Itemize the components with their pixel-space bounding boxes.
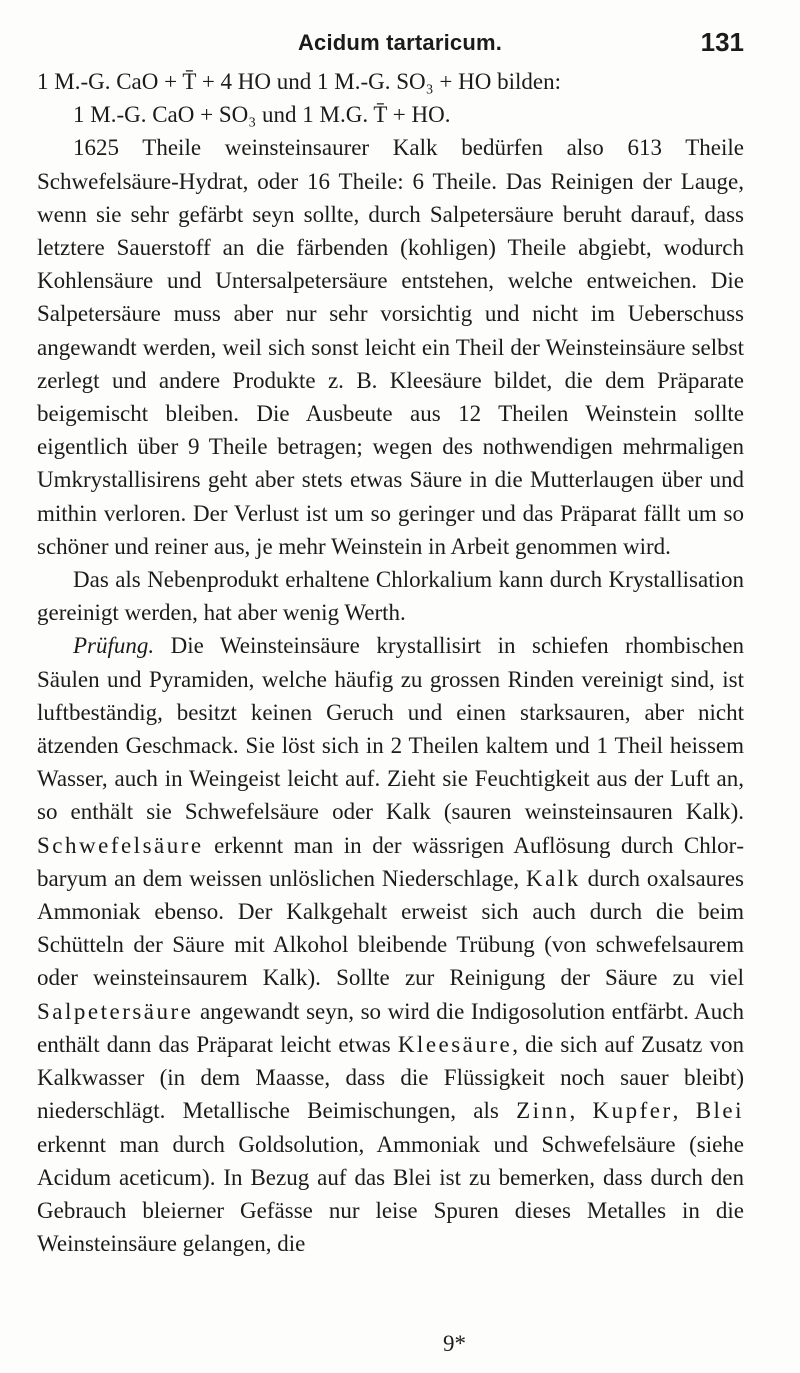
- formula-line-1: 1 M.-G. CaO + T̄ + 4 HO und 1 M.-G. SO₃ + HO bilden:: [37, 69, 561, 94]
- emphasis-kalk: Kalk: [526, 865, 581, 891]
- text-run: Die Weinsteinsäure krystallisirt in schiefen rhombischen Säulen und Pyramiden, welche häufig zu grossen Rinden vereinigt sind, ist luftbeständig, besitzt keinen Geruch und einen starksauren, aber nicht ätzenden Geschmack. Sie löst sich in 2 Theilen kaltem und 1 Theil heissem Wasser, auch in Weingeist leicht auf. Zieht sie Feuchtigkeit aus der Luft an, so enthält sie Schwefelsäure oder Kalk (sauren weinsteinsauren Kalk).: [37, 633, 744, 825]
- signature-mark: 9*: [443, 1331, 466, 1356]
- text-run: erkennt man in der wässrigen Auflösung durch Chlorbaryum an dem weissen unlöslichen Niederschlage,: [37, 832, 744, 891]
- section-lead-pruefung: Prüfung.: [73, 633, 155, 659]
- text-run: durch oxalsaures Ammoniak ebenso. Der Kalkgehalt erweist sich auch durch die beim Schütteln der Säure mit Alkohol bleibende Trübung (von schwefelsaurem oder weinsteinsaurem Kalk). Sollte zur Reinigung der Säure zu viel: [37, 865, 744, 991]
- text-run: ,: [569, 1098, 593, 1124]
- emphasis-salpetersaeure: Salpetersäure: [37, 998, 194, 1024]
- emphasis-blei: Blei: [695, 1098, 745, 1124]
- text-run: ,: [672, 1098, 696, 1124]
- emphasis-schwefelsaeure: Schwefelsäure: [37, 832, 204, 858]
- emphasis-kupfer: Kupfer: [592, 1098, 673, 1124]
- paragraph-yield: 1625 Theile weinsteinsaurer Kalk bedürfen also 613 Theile Schwefelsäure-Hydrat, oder 16 Theile: 6 Theile. Das Reinigen der Lauge, wenn sie sehr gefärbt seyn sollte, durch Salpetersäure beruht darauf, dass letztere Sauerstoff an die färbenden (kohligen) Theile abgiebt, wodurch Kohlensäure und Untersalpetersäure entstehen, welche entweichen. Die Salpetersäure muss aber nur sehr vorsichtig und nicht im Ueberschuss angewandt werden, weil sich sonst leicht ein Theil der Weinsteinsäure selbst zerlegt und andere Produkte z. B. Kleesäure bildet, die dem Präparate beigemischt bleiben. Die Ausbeute aus 12 Theilen Weinstein sollte eigentlich über 9 Theile betragen; wegen des nothwendigen mehrmaligen Umkrystallisirens geht aber stets etwas Säure in die Mutterlaugen über und mithin verloren. Der Verlust ist um so geringer und das Präparat fällt um so schöner und reiner aus, je mehr Weinstein in Arbeit genommen wird.: [37, 135, 744, 559]
- running-title: Acidum tartaricum.: [297, 30, 503, 55]
- text-run: angewandt seyn, so wird die Indigosolution entfärbt. Auch enthält dann das Präparat leicht etwas: [37, 998, 744, 1057]
- text-run: erkennt man durch Goldsolution, Ammoniak und Schwefelsäure (siehe Acidum aceticum). In Bezug auf das Blei ist zu bemerken, dass durch den Gebrauch bleierner Gefässe nur leise Spuren dieses Metalles in die Weinsteinsäure gelangen, die: [37, 1131, 744, 1257]
- emphasis-kleesaeure: Kleesäure: [397, 1031, 513, 1057]
- paragraph-byproduct: Das als Nebenprodukt erhaltene Chlorkalium kann durch Krystallisation gereinigt werden, hat aber wenig Werth.: [37, 567, 744, 626]
- text-run: , die sich auf Zusatz von Kalkwasser (in dem Maasse, dass die Flüssigkeit noch sauer bleibt) niederschlägt. Metallische Beimischungen, als: [37, 1031, 744, 1124]
- page-header: [0, 27, 800, 60]
- emphasis-zinn: Zinn: [516, 1098, 570, 1124]
- page-number: 131: [700, 27, 744, 57]
- formula-line-2: 1 M.-G. CaO + SO₃ und 1 M.G. T̄ + HO.: [73, 102, 451, 128]
- paragraph-pruefung: [37, 629, 744, 1260]
- body-text: [37, 65, 744, 1260]
